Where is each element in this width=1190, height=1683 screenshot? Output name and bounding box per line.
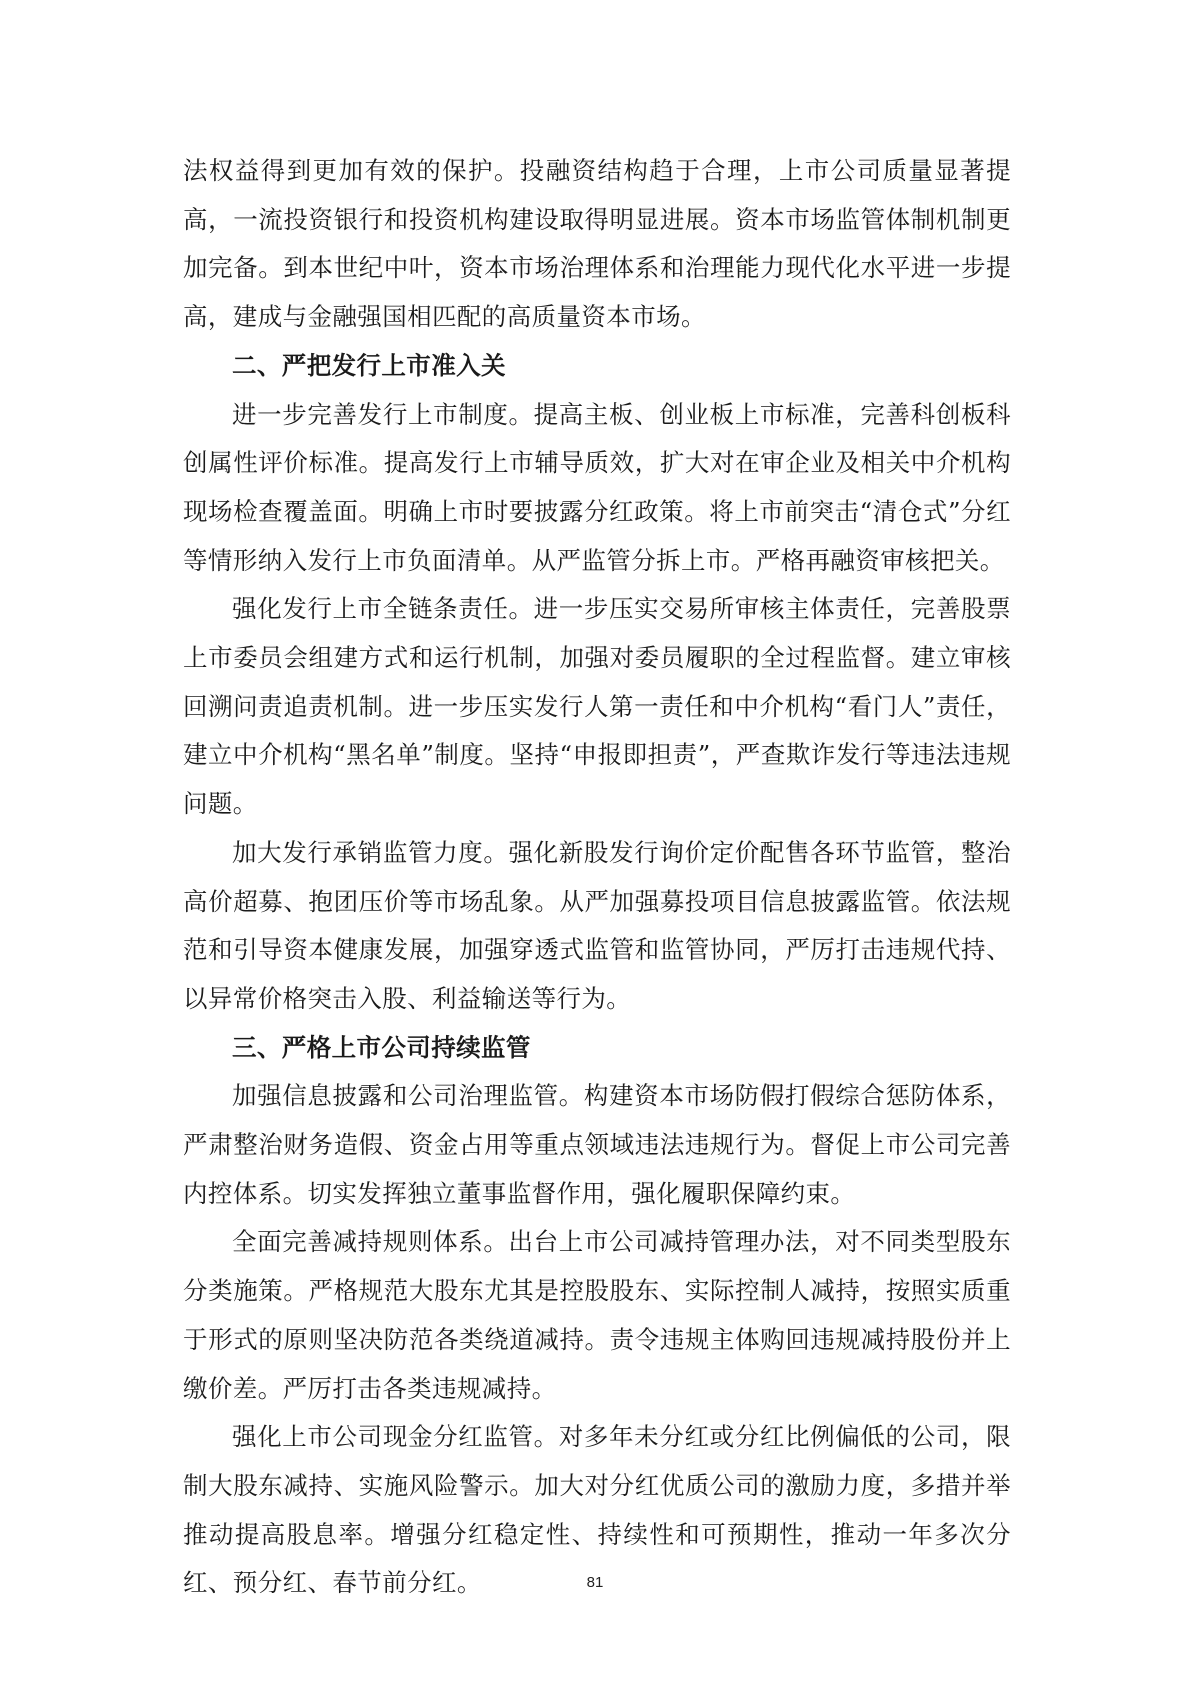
section-heading: 三、严格上市公司持续监管: [232, 1032, 531, 1062]
paragraph: 加强信息披露和公司治理监管。构建资本市场防假打假综合惩防体系，严肃整治财务造假、资金占用等重点领域违法违规行为。督促上市公司完善内控体系。切实发挥独立董事监督作用，强化履职保障约束。: [183, 1081, 1011, 1208]
paragraph: 全面完善减持规则体系。出台上市公司减持管理办法，对不同类型股东分类施策。严格规范大股东尤其是控股股东、实际控制人减持，按照实质重于形式的原则坚决防范各类绕道减持。责令违规主体购回违规减持股份并上缴价差。严厉打击各类违规减持。: [183, 1227, 1011, 1403]
paragraph: 强化上市公司现金分红监管。对多年未分红或分红比例偏低的公司，限制大股东减持、实施风险警示。加大对分红优质公司的激励力度，多措并举推动提高股息率。增强分红稳定性、持续性和可预期性，推动一年多次分红、预分红、春节前分红。: [183, 1422, 1011, 1598]
paragraph: 强化发行上市全链条责任。进一步压实交易所审核主体责任，完善股票上市委员会组建方式和运行机制，加强对委员履职的全过程监督。建立审核回溯问责追责机制。进一步压实发行人第一责任和中介机构“看门人”责任，建立中介机构“黑名单”制度。坚持“申报即担责”，严查欺诈发行等违法违规问题。: [183, 594, 1011, 819]
paragraph: 加大发行承销监管力度。强化新股发行询价定价配售各环节监管，整治高价超募、抱团压价等市场乱象。从严加强募投项目信息披露监管。依法规范和引导资本健康发展，加强穿透式监管和监管协同，严厉打击违规代持、以异常价格突击入股、利益输送等行为。: [183, 837, 1011, 1013]
paragraph: 进一步完善发行上市制度。提高主板、创业板上市标准，完善科创板科创属性评价标准。提高发行上市辅导质效，扩大对在审企业及相关中介机构现场检查覆盖面。明确上市时要披露分红政策。将上市前突击“清仓式”分红等情形纳入发行上市负面清单。从严监管分拆上市。严格再融资审核把关。: [183, 399, 1011, 575]
paragraph: 法权益得到更加有效的保护。投融资结构趋于合理，上市公司质量显著提高，一流投资银行和投资机构建设取得明显进展。资本市场监管体制机制更加完备。到本世纪中叶，资本市场治理体系和治理能力现代化水平进一步提高，建成与金融强国相匹配的高质量资本市场。: [183, 156, 1011, 332]
document-body: [183, 147, 1011, 1608]
section-heading: 二、严把发行上市准入关: [232, 350, 506, 380]
page-number: 81: [586, 1574, 604, 1591]
